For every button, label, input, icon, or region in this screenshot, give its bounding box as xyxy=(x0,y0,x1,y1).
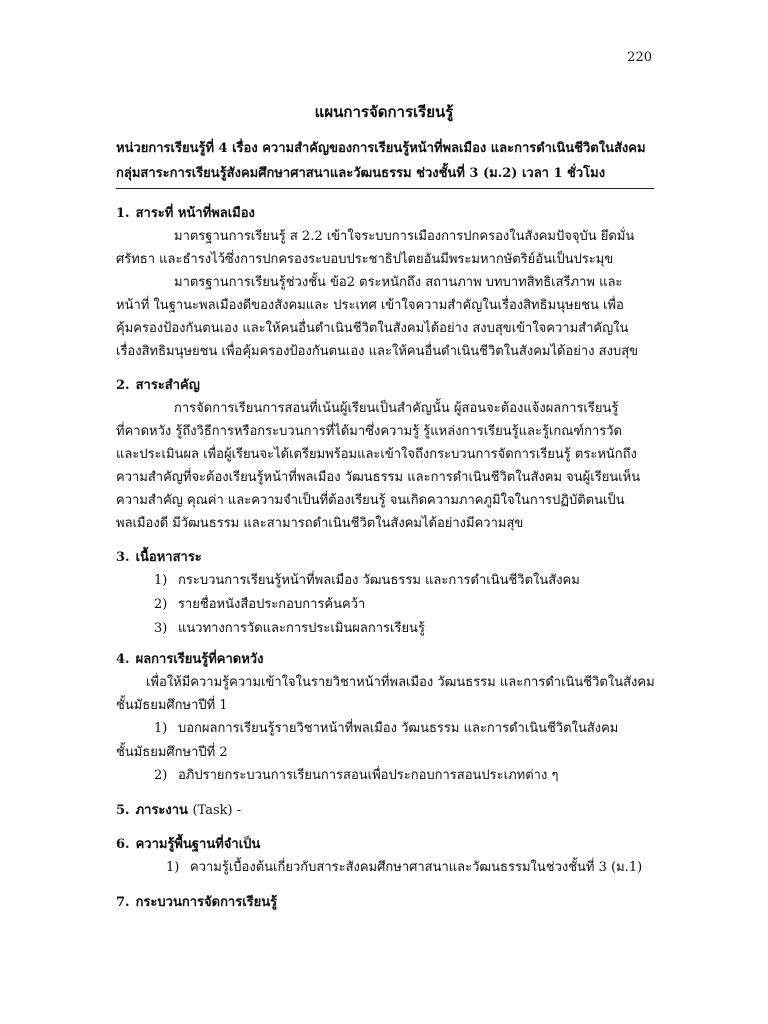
list-item xyxy=(116,569,656,593)
section-number: 5. xyxy=(116,803,130,818)
list-item-number: 1) xyxy=(166,860,180,875)
list-item-text: กระบวนการเรียนรู้หน้าที่พลเมือง วัฒนธรรม และการดำเนินชีวิตในสังคม xyxy=(178,573,580,588)
section-7-heading xyxy=(116,892,656,914)
paragraph-line: ชั้นมัธยมศึกษาปีที่ 1 xyxy=(116,698,228,713)
list-item xyxy=(116,593,656,617)
paragraph-line: มาตรฐานการเรียนรู้ ส 2.2 เข้าใจระบบการเมืองการปกครองในสังคมปัจจุบัน ยึดมั่น xyxy=(174,229,635,244)
section-number: 3. xyxy=(116,550,130,565)
header-divider xyxy=(116,188,654,189)
list-item xyxy=(116,617,656,641)
list-item-number: 1) xyxy=(154,573,168,588)
section-number: 6. xyxy=(116,837,130,852)
section-number: 2. xyxy=(116,378,130,393)
section-number: 1. xyxy=(116,206,130,221)
paragraph-line: ชั้นมัธยมศึกษาปีที่ 2 xyxy=(116,745,228,760)
list-item xyxy=(116,856,656,880)
section-title: สาระที่ หน้าที่พลเมือง xyxy=(135,206,255,221)
list-item xyxy=(116,764,656,788)
section-5-heading xyxy=(116,800,656,822)
section-title: กระบวนการจัดการเรียนรู้ xyxy=(135,895,278,910)
paragraph-line: ความสำคัญ คุณค่า และความจำเป็นที่ต้องเรียนรู้ จนเกิดความภาคภูมิใจในการปฏิบัติตนเป็น xyxy=(116,493,625,508)
section-suffix: (Task) - xyxy=(192,803,242,818)
list-item-number: 1) xyxy=(154,721,168,736)
section-title: ภาระงาน xyxy=(135,803,188,818)
section-title: สาระสำคัญ xyxy=(135,378,200,393)
unit-line: หน่วยการเรียนรู้ที่ 4 เรื่อง ความสำคัญของการเรียนรู้หน้าที่พลเมือง และการดำเนินชีวิตในสังคม xyxy=(116,141,646,156)
section-number: 4. xyxy=(116,652,130,667)
paragraph-line: ศรัทธา และธำรงไว้ซึ่งการปกครองระบอบประชาธิปไตยอันมีพระมหากษัตริย์อันเป็นประมุข xyxy=(116,252,614,267)
section-title: เนื้อหาสาระ xyxy=(135,550,202,565)
section-3-heading xyxy=(116,547,656,569)
paragraph-line: และประเมินผล เพื่อผู้เรียนจะได้เตรียมพร้อมและเข้าใจถึงกระบวนการจัดการเรียนรู้ ตระหนักถึง xyxy=(116,447,637,462)
paragraph-line: เรื่องสิทธิมนุษยชน เพื่อคุ้มครองป้องกันตนเอง และให้คนอื่นดำเนินชีวิตในสังคมได้อย่าง สงบสุข xyxy=(116,344,639,359)
list-item-text: แนวทางการวัดและการประเมินผลการเรียนรู้ xyxy=(178,621,425,636)
section-title: ความรู้พื้นฐานที่จำเป็น xyxy=(135,837,261,852)
paragraph-line: คุ้มครองป้องกันตนเอง และให้คนอื่นดำเนินชีวิตในสังคมได้อย่าง สงบสุขเข้าใจความสำคัญใน xyxy=(116,321,629,336)
list-item-number: 3) xyxy=(154,621,168,636)
page-title: แผนการจัดการเรียนรู้ xyxy=(314,103,454,121)
list-item-number: 2) xyxy=(154,597,168,612)
section-title: ผลการเรียนรู้ที่คาดหวัง xyxy=(135,652,264,667)
list-item-text: บอกผลการเรียนรู้รายวิชาหน้าที่พลเมือง วัฒนธรรม และการดำเนินชีวิตในสังคม xyxy=(178,721,619,736)
paragraph-line: เพื่อให้มีความรู้ความเข้าใจในรายวิชาหน้าที่พลเมือง วัฒนธรรม และการดำเนินชีวิตในสังคม xyxy=(146,675,655,690)
list-item-text: รายชื่อหนังสือประกอบการค้นคว้า xyxy=(178,597,366,612)
paragraph-line: ความสำคัญที่จะต้องเรียนรู้หน้าที่พลเมือง วัฒนธรรม และการดำเนินชีวิตในสังคม จนผู้เรียนเห็น xyxy=(116,470,641,485)
list-item-number: 2) xyxy=(154,768,168,783)
list-item-text: ความรู้เบื้องต้นเกี่ยวกับสาระสังคมศึกษาศาสนาและวัฒนธรรมในช่วงชั้นที่ 3 (ม.1) xyxy=(190,860,643,875)
list-item-text: อภิปรายกระบวนการเรียนการสอนเพื่อประกอบการสอนประเภทต่าง ๆ xyxy=(178,768,559,783)
list-item xyxy=(116,717,656,741)
paragraph-line: หน้าที่ ในฐานะพลเมืองดีของสังคมและ ประเทศ เข้าใจความสำคัญในเรื่องสิทธิมนุษยชน เพื่อ xyxy=(116,298,624,313)
paragraph-line: การจัดการเรียนการสอนที่เน้นผู้เรียนเป็นสำคัญนั้น ผู้สอนจะต้องแจ้งผลการเรียนรู้ xyxy=(174,401,619,416)
section-2-heading xyxy=(116,375,656,397)
section-1-heading xyxy=(116,203,656,225)
paragraph-line: พลเมืองดี มีวัฒนธรรม และสามารถดำเนินชีวิตในสังคมได้อย่างมีความสุข xyxy=(116,516,524,531)
section-number: 7. xyxy=(116,895,130,910)
group-line: กลุ่มสาระการเรียนรู้สังคมศึกษาศาสนาและวัฒนธรรม ช่วงชั้นที่ 3 (ม.2) เวลา 1 ชั่วโมง xyxy=(116,166,606,181)
section-4-heading xyxy=(116,649,656,671)
document-body xyxy=(116,203,656,914)
paragraph-line: ที่คาดหวัง รู้ถึงวิธีการหรือกระบวนการที่ได้มาซึ่งความรู้ รู้แหล่งการเรียนรู้และรู้เกณฑ์การวัด xyxy=(116,424,622,439)
section-6-heading xyxy=(116,834,656,856)
page-number: 220 xyxy=(627,50,652,65)
paragraph-line: มาตรฐานการเรียนรู้ช่วงชั้น ข้อ2 ตระหนักถึง สถานภาพ บทบาทสิทธิเสรีภาพ และ xyxy=(174,275,623,290)
